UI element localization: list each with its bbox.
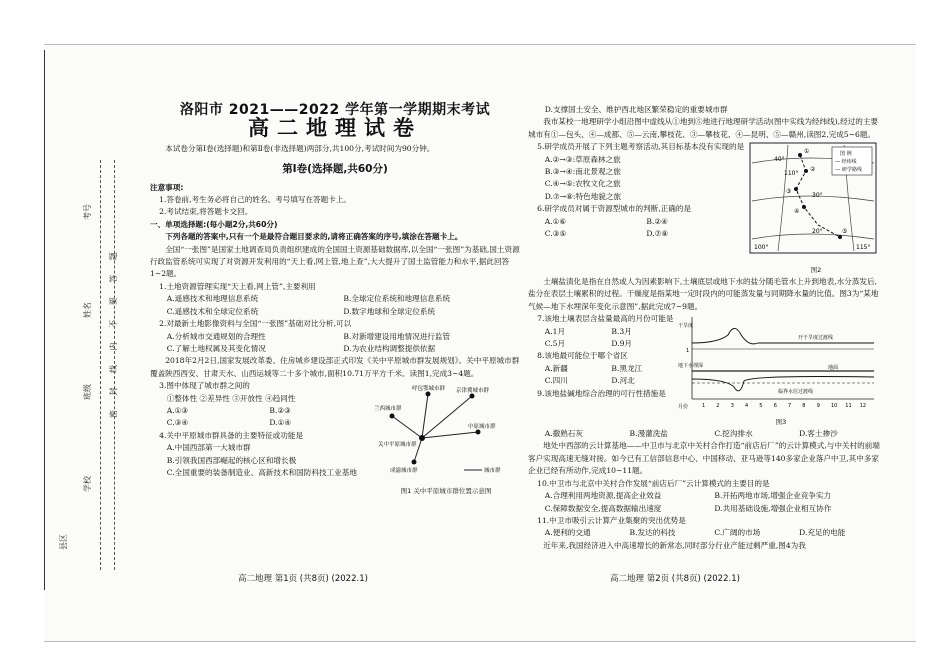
- notice-heading: 注意事项:: [150, 182, 184, 192]
- section-title: 第Ⅰ卷(选择题,共60分): [282, 163, 388, 176]
- q3-q4-block: [150, 380, 520, 497]
- option: B.漫灌洗盐: [629, 429, 668, 439]
- seal-warning: 密 封 线 内 不 要 答 题: [109, 246, 118, 418]
- stop-label: ①: [804, 148, 810, 156]
- option: B.②④: [646, 216, 668, 226]
- axis-tick: 1: [686, 348, 690, 355]
- options: [528, 527, 884, 539]
- option: A.①⑥: [544, 216, 567, 226]
- option: C.遥感技术和全球定位系统: [166, 306, 259, 316]
- curve-label: 临界水位过渡线: [778, 389, 814, 396]
- option: B.开拓两地市场,增强企业竞争实力: [714, 491, 832, 501]
- option: C.广阔的市场: [714, 528, 761, 538]
- question-4: 4.关中平原城市群具备的主要特征或功能是: [159, 430, 304, 440]
- part-instructions: 下列各题的答案中,只有一个是最符合题目要求的,请将正确答案的序号,填涂在答题卡上。: [165, 232, 463, 242]
- options: [528, 338, 678, 350]
- options: [150, 343, 520, 355]
- options: [528, 326, 678, 338]
- question-2: 2.对最新土地影像资料与全国“一张图”基础对比分析,可以: [159, 319, 352, 329]
- passage: 地处中西部的云计算基地——中卫市与北京中关村合作打造“前店后厂”的云计算模式,与中关村的前端客户实现高速无缝对接。如今已有工信部信息中心、中国移动、亚马逊等140多家企业落户中卫,其中多家企业已经有所动作,完成10~11题。: [528, 441, 880, 476]
- option: A.便利的交通: [544, 528, 591, 538]
- options: [528, 375, 678, 387]
- right-column: [528, 104, 884, 552]
- option: D.9月: [611, 339, 633, 349]
- figure-2-map: [748, 141, 878, 259]
- options: [150, 306, 520, 318]
- month-ticks: [702, 403, 866, 409]
- month-tick: 2: [716, 403, 720, 410]
- option: B.③→④:南北景观之旅: [544, 167, 621, 177]
- option: C.挖沟排水: [714, 429, 753, 439]
- option: B.发达的科技: [629, 528, 676, 538]
- option: C.保障数据安全,提高数据输出速度: [544, 503, 662, 513]
- option: A.合理利用两地资源,提高企业效益: [544, 491, 662, 501]
- figure-3-chart: [678, 313, 878, 411]
- field-name: 姓名: [83, 302, 92, 318]
- option: B.引领我国西部崛起的核心区和增长极: [166, 455, 297, 465]
- legend-item: — 经纬线: [835, 159, 857, 166]
- question-9: 9.该地盐碱地综合治理的可行性措施是: [537, 388, 666, 398]
- binding-margin: [52, 100, 150, 570]
- month-tick: 11: [845, 403, 852, 410]
- curve-label: 地面: [828, 365, 839, 372]
- axis-label: 月份: [678, 404, 689, 411]
- field-school: 学校: [83, 476, 92, 492]
- notice-item: 1.答卷前,考生务必将自己的姓名、考号填写在答题卡上。: [159, 195, 352, 205]
- q5-q6-block: [528, 141, 884, 276]
- exam-intro: 本试卷分第Ⅰ卷(选择题)和第Ⅱ卷(非选择题)两部分,共100分,考试时间为90分钟。: [165, 143, 435, 153]
- option: A.中国西部第一大城市群: [166, 443, 251, 453]
- month-tick: 12: [859, 403, 867, 410]
- passage: 土壤盐渍化是指在自然或人为因素影响下,土壤底层或地下水的盐分随毛管水上升到地表,水分蒸发后,盐分在表层土壤累积的过程。干燥度是指某地一定时段内的可能蒸发量与同期降水量的比值。图3为“某地气候—地下水埋深年变化示意图”,据此完成7~9题。: [528, 277, 879, 311]
- question-5: 5.研学成员开展了下列主题考察活动,其目标基本没有实现的是: [537, 142, 745, 152]
- month-tick: 6: [773, 403, 777, 410]
- passage: 全国“一张图”是国家土地调查局负责组织建成的全国国土资源基础数据库,以全国“一张图”为基础,国土资源行政监管系统可实现了对资源开发利用的“天上看,网上管,地上查”,大大提升了国土监管能力和水平,据此回答1~2题。: [150, 244, 520, 279]
- left-column: [150, 100, 520, 497]
- passage: 我市某校一地理研学小组沿图中虚线从①地到⑤地进行地理研学活动(图中实线为经纬线),经过的主要城市有①—包头、④—成都、⑤—云南,攀枝花、③—攀枝花、④—昆明、⑤—赣州,读图2,完成5~6题。: [528, 117, 879, 139]
- figure-1: [372, 380, 520, 497]
- legend-label: 城市群: [484, 468, 501, 475]
- node-label: 关中平原城市群: [378, 442, 417, 449]
- field-exam-number: 考号: [83, 204, 92, 220]
- field-county: 县区: [59, 534, 68, 550]
- figure-2: [748, 141, 884, 276]
- field-class: 班级: [83, 384, 92, 400]
- lat-label: 30°: [812, 192, 823, 200]
- question-8: 8.该地最可能位于哪个省区: [537, 351, 628, 361]
- question-3-items: ①整体性 ②差异性 ③开放性 ④趋同性: [166, 393, 296, 403]
- passage: 2018年2月2日,国家发展改革委、住房城乡建设部正式印发《关中平原城市群发展规划》。关中平原城市群覆盖陕西西安、甘肃天水、山西运城等二十多个城市,面积10.71万平方千米。读图1,完成3~4题。: [150, 356, 520, 378]
- q7-q9-text: [528, 313, 678, 428]
- month-tick: 5: [759, 403, 763, 410]
- stop-label: ②: [810, 166, 816, 174]
- node-label: 成渝城市群: [390, 468, 418, 475]
- axis-label: 干旱度: [678, 323, 694, 330]
- option: D.充足的电能: [799, 528, 846, 538]
- option: D.客土掺沙: [799, 429, 838, 439]
- option: D.数字地球和全球定位系统: [343, 306, 436, 316]
- option: C.5月: [544, 339, 566, 349]
- question-6: 6.研学成员对属于资源型城市的判断,正确的是: [537, 204, 692, 214]
- option: D.共用基础设施,增强企业相互协作: [714, 503, 832, 513]
- month-tick: 3: [730, 403, 734, 410]
- question-11: 11.中卫市吸引云计算产业集聚的突出优势是: [537, 515, 686, 525]
- option: C.④→⑤:农牧文化之旅: [544, 179, 621, 189]
- option: D.河北: [611, 376, 635, 386]
- figure-1-caption: 图1 关中平原城市群位置示意图: [400, 486, 492, 495]
- lon-label: 115°: [856, 244, 871, 252]
- month-tick: 8: [802, 403, 806, 410]
- option: A.②→③:草原森林之旅: [544, 154, 621, 164]
- option: D.为农业结构调整提供依据: [343, 343, 436, 353]
- stop-label: ③: [786, 188, 792, 196]
- part-heading: 一、单项选择题:(每小题2分,共60分): [150, 219, 278, 229]
- options: [528, 428, 884, 440]
- page-footer-1: 高二地理 第1页 (共8页) (2022.1): [238, 574, 368, 584]
- question-10: 10.中卫市与北京中关村合作发展“前店后厂”云计算模式的主要目的是: [537, 478, 770, 488]
- option: D.⑦⑧: [646, 229, 669, 239]
- figure-3-caption: 图3: [775, 417, 787, 426]
- passage-tail: 近年来,我国经济进入中高速增长的新常态,同时部分行业产能过剩严重,图4为我: [543, 540, 806, 550]
- q5-q6-text: [528, 141, 748, 276]
- option: B.②③: [269, 405, 291, 415]
- node-label: 中原城市群: [468, 424, 496, 431]
- option: D.①④: [269, 418, 292, 428]
- node-label: 呼包鄂城市群: [412, 386, 446, 393]
- option: B.黑龙江: [611, 363, 643, 373]
- option: C.③④: [166, 418, 189, 428]
- legend-title: 图 例: [840, 151, 852, 158]
- options: [150, 331, 520, 343]
- node-label: 京津冀城市群: [456, 388, 490, 395]
- exam-title: 洛阳市 2021——2022 学年第一学期期末考试: [179, 102, 491, 118]
- options: [528, 503, 884, 515]
- option: B.3月: [611, 326, 632, 336]
- axis-label: 地下水埋深: [678, 363, 704, 370]
- option: D.支撑国土安全、维护西北地区繁荣稳定的重要城市群: [544, 105, 728, 114]
- options: [150, 417, 372, 429]
- options: [528, 363, 678, 375]
- option: A.撒熟石灰: [544, 429, 583, 439]
- question-3: 3.图中体现了城市群之间的: [159, 381, 250, 391]
- options: [150, 293, 520, 305]
- month-tick: 10: [831, 403, 838, 410]
- page-footer-2: 高二地理 第2页 (共8页) (2022.1): [610, 574, 740, 584]
- option: D.⑦→⑧:特色地貌之旅: [544, 191, 622, 201]
- question-1: 1.土地资源管理实现“天上看,网上管”,主要利用: [159, 281, 316, 291]
- option: C.③⑤: [544, 229, 567, 239]
- node-label: 兰西城市群: [374, 406, 402, 413]
- options: [528, 490, 884, 502]
- options: [528, 228, 748, 240]
- option: C.四川: [544, 376, 568, 386]
- figure-3: [678, 313, 884, 428]
- lon-label: 100°: [754, 244, 769, 252]
- option: B.对新增建设用地情况进行监管: [343, 331, 451, 341]
- month-tick: 4: [745, 403, 749, 410]
- question-7: 7.该地土壤表层含盐量最高的月份可能是: [537, 314, 674, 324]
- q3-q4-text: [150, 380, 372, 497]
- figure-1-diagram: [372, 380, 520, 480]
- curve-label: 开干旱度过渡线: [798, 335, 834, 342]
- options: [150, 405, 372, 417]
- stop-label: ⑤: [842, 228, 848, 236]
- stop-label: ④: [794, 208, 800, 216]
- lat-label: 40°: [774, 156, 785, 164]
- q7-q9-block: [528, 313, 884, 428]
- month-tick: 1: [702, 403, 706, 410]
- seal-line-outer: [100, 160, 101, 570]
- options: [528, 216, 748, 228]
- lat-label: 20°: [812, 228, 823, 236]
- notice-item: 2.考试结束,将答题卡交回。: [159, 207, 253, 217]
- option: A.分析城市交通规划的合理性: [166, 331, 266, 341]
- lon-label: 110°: [784, 170, 799, 178]
- option: C.了解土地权属及其变化情况: [166, 343, 266, 353]
- option: B.全球定位系统和地理信息系统: [343, 294, 451, 304]
- sheet-edge-line: [44, 50, 45, 590]
- month-tick: 7: [788, 403, 792, 410]
- figure-2-caption: 图2: [810, 265, 822, 274]
- option: C.全国重要的装备制造业、高新技术和国防科技工业基地: [166, 467, 357, 477]
- month-tick: 9: [816, 403, 820, 410]
- subject-title: 高二地理试卷: [248, 116, 422, 141]
- option: A.遥感技术和地理信息系统: [166, 294, 259, 304]
- legend-item: --- 研学路线: [835, 167, 863, 174]
- option: A.1月: [544, 326, 566, 336]
- option: A.新疆: [544, 363, 568, 373]
- option: A.①③: [166, 405, 189, 415]
